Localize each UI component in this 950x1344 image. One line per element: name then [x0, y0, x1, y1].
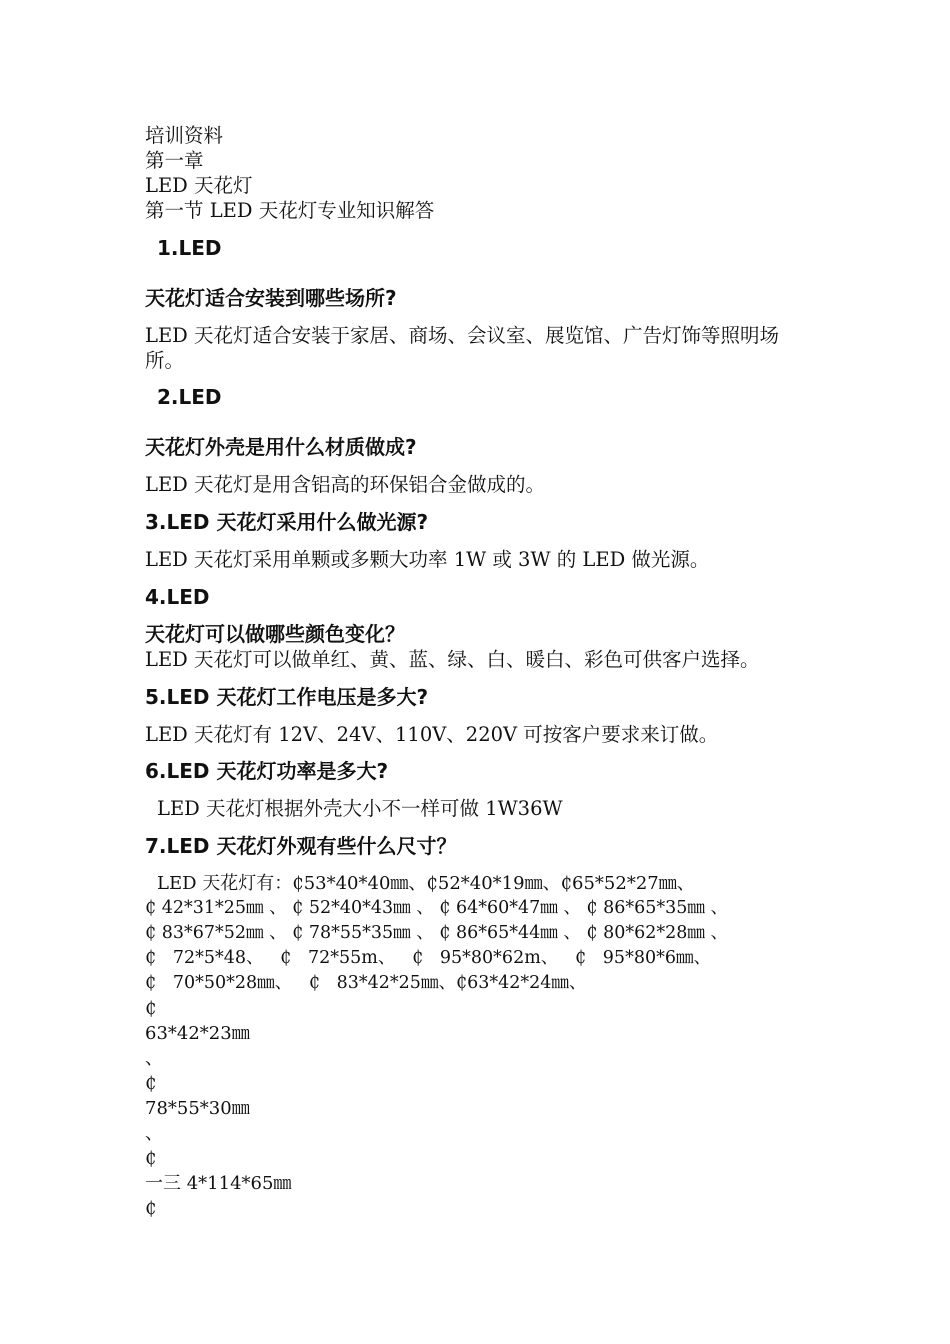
question-4-number: 4.LED — [145, 585, 210, 609]
chapter-title: LED 天花灯 — [145, 174, 253, 197]
sizes-tail-8: 一三 4*114*65㎜ — [145, 1173, 292, 1194]
question-7: 7.LED 天花灯外观有些什么尺寸？ — [145, 834, 457, 858]
answer-3: LED 天花灯采用单颗或多颗大功率 1W 或 3W 的 LED 做光源。 — [145, 548, 710, 571]
sizes-tail-7: ₵ — [145, 1148, 157, 1169]
sizes-tail-9: ₵ — [145, 1198, 157, 1219]
answer-4: LED 天花灯可以做单红、黄、蓝、绿、白、暖白、彩色可供客户选择。 — [145, 648, 760, 671]
sizes-tail-2: 63*42*23㎜ — [145, 1023, 250, 1044]
sizes-row-3: ₵ 83*67*52㎜ 、 ₵ 78*55*35㎜ 、 ₵ 86*65*44㎜ 、 ₵ 80*62*28㎜ 、 — [145, 923, 728, 943]
sizes-row-1: LED 天花灯有：₵53*40*40㎜、₵52*40*19㎜、₵65*52*27㎜、 — [157, 873, 695, 894]
question-1-number: 1.LED — [157, 236, 222, 260]
question-2-number: 2.LED — [157, 385, 222, 409]
question-1-text: 天花灯适合安装到哪些场所? — [145, 286, 397, 310]
sizes-tail-5: 78*55*30㎜ — [145, 1098, 250, 1119]
chapter-heading: 第一章 — [145, 149, 204, 172]
sizes-tail-1: ₵ — [145, 998, 157, 1019]
sizes-tail-6: 、 — [145, 1123, 163, 1144]
sizes-row-2: ₵ 42*31*25㎜ 、 ₵ 52*40*43㎜ 、 ₵ 64*60*47㎜ 、 ₵ 86*65*35㎜ 、 — [145, 898, 728, 918]
sizes-tail-4: ₵ — [145, 1073, 157, 1094]
sizes-row-5: ₵ 70*50*28㎜、 ₵ 83*42*25㎜、₵63*42*24㎜、 — [145, 973, 587, 993]
question-2-text: 天花灯外壳是用什么材质做成? — [145, 435, 417, 459]
question-6: 6.LED 天花灯功率是多大? — [145, 759, 389, 783]
section-title: 第一节 LED 天花灯专业知识解答 — [145, 199, 435, 222]
question-3: 3.LED 天花灯采用什么做光源? — [145, 510, 429, 534]
doc-title: 培训资料 — [145, 124, 224, 147]
sizes-tail-3: 、 — [145, 1048, 163, 1069]
answer-6: LED 天花灯根据外壳大小不一样可做 1W36W — [157, 797, 563, 820]
question-4-text: 天花灯可以做哪些颜色变化？ — [145, 622, 405, 646]
question-5: 5.LED 天花灯工作电压是多大? — [145, 685, 429, 709]
sizes-row-4: ₵ 72*5*48、 ₵ 72*55m、 ₵ 95*80*62m、 ₵ 95*80*6㎜、 — [145, 948, 711, 968]
answer-1: LED 天花灯适合安装于家居、商场、会议室、展览馆、广告灯饰等照明场所。 — [145, 324, 780, 372]
answer-2: LED 天花灯是用含铝高的环保铝合金做成的。 — [145, 473, 546, 496]
answer-5: LED 天花灯有 12V、24V、110V、220V 可按客户要求来订做。 — [145, 723, 719, 746]
